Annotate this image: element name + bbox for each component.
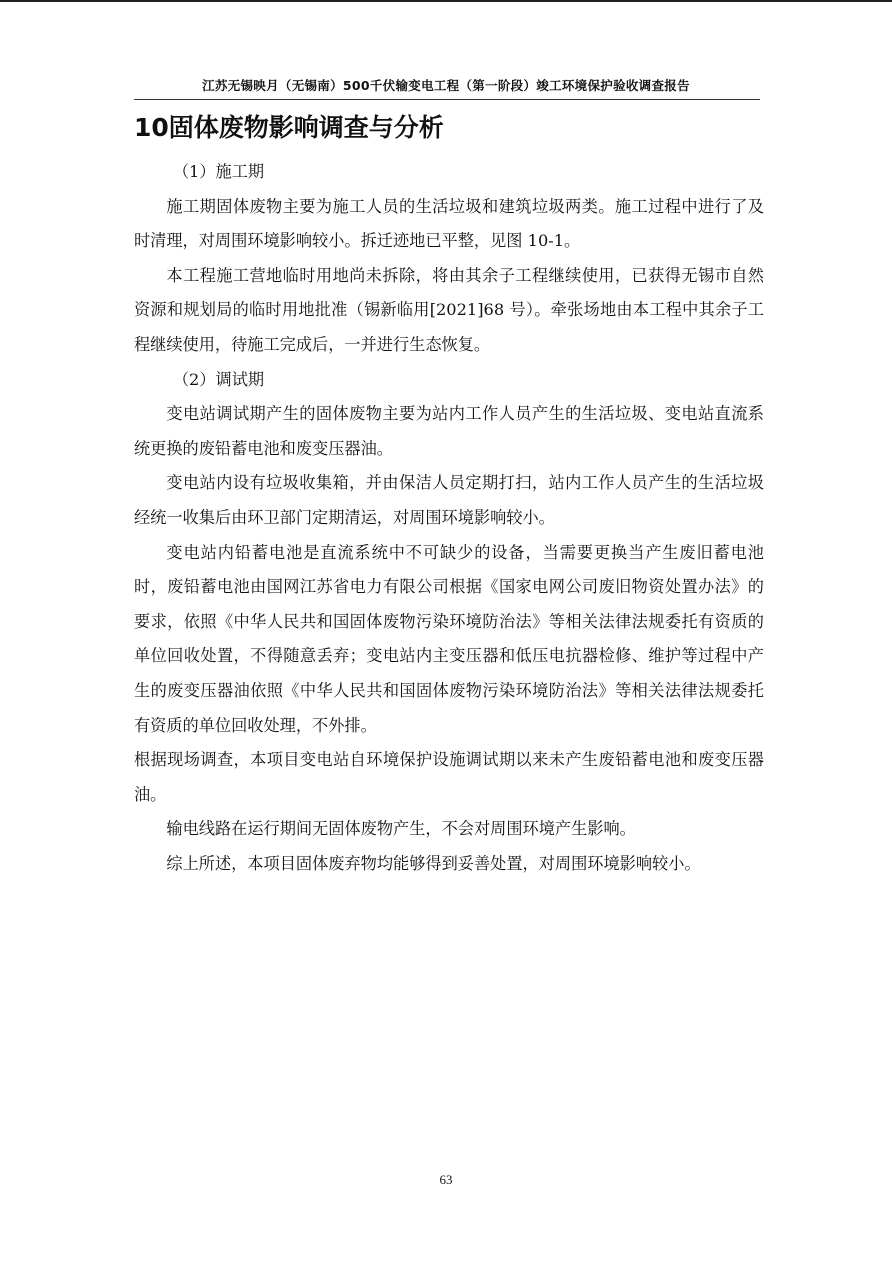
subheading-trial-period: （2）调试期: [172, 369, 265, 389]
body-content: [134, 155, 764, 881]
report-header-title: 江苏无锡映月（无锡南）500千伏输变电工程（第一阶段）竣工环境保护验收调查报告: [202, 78, 690, 93]
paragraph-battery-oil-disposal: 变电站内铅蓄电池是直流系统中不可缺少的设备，当需要更换当产生废旧蓄电池时，废铅蓄电池由国网江苏省电力有限公司根据《国家电网公司废旧物资处置办法》的要求，依照《中华人民共和国固体废物污染环境防治法》等相关法律法规委托有资质的单位回收处置，不得随意丢弃；变电站内主变压器和低压电抗器检修、维护等过程中产生的废变压器油依照《中华人民共和国固体废物污染环境防治法》等相关法律法规委托有资质的单位回收处理，不外排。: [134, 542, 764, 735]
paragraph-garbage-collection: 变电站内设有垃圾收集箱，并由保洁人员定期打扫，站内工作人员产生的生活垃圾经统一收集后由环卫部门定期清运，对周围环境影响较小。: [134, 473, 764, 527]
paragraph-summary: 综上所述，本项目固体废弃物均能够得到妥善处置，对周围环境影响较小。: [166, 853, 701, 873]
page-number: 63: [439, 1172, 453, 1187]
paragraph-trial-waste-types: 变电站调试期产生的固体废物主要为站内工作人员产生的生活垃圾、变电站直流系统更换的废铅蓄电池和废变压器油。: [134, 404, 764, 458]
top-border-line: [0, 0, 892, 2]
subheading-construction-period: （1）施工期: [172, 162, 265, 181]
paragraph-temporary-land: 本工程施工营地临时用地尚未拆除，将由其余子工程继续使用，已获得无锡市自然资源和规划局的临时用地批准（锡新临用[2021]68 号）。牵张场地由本工程中其余子工程继续使用，待施工完成后，一并进行生态恢复。: [134, 265, 764, 354]
header-divider: [134, 99, 760, 100]
paragraph-transmission-line: 输电线路在运行期间无固体废物产生，不会对周围环境产生影响。: [166, 819, 636, 839]
paragraph-site-survey: 根据现场调查，本项目变电站自环境保护设施调试期以来未产生废铅蓄电池和废变压器油。: [134, 750, 764, 804]
section-heading: 10固体废物影响调查与分析: [134, 113, 444, 142]
paragraph-construction-waste: 施工期固体废物主要为施工人员的生活垃圾和建筑垃圾两类。施工过程中进行了及时清理，对周围环境影响较小。拆迁迹地已平整，见图 10-1。: [134, 196, 764, 251]
